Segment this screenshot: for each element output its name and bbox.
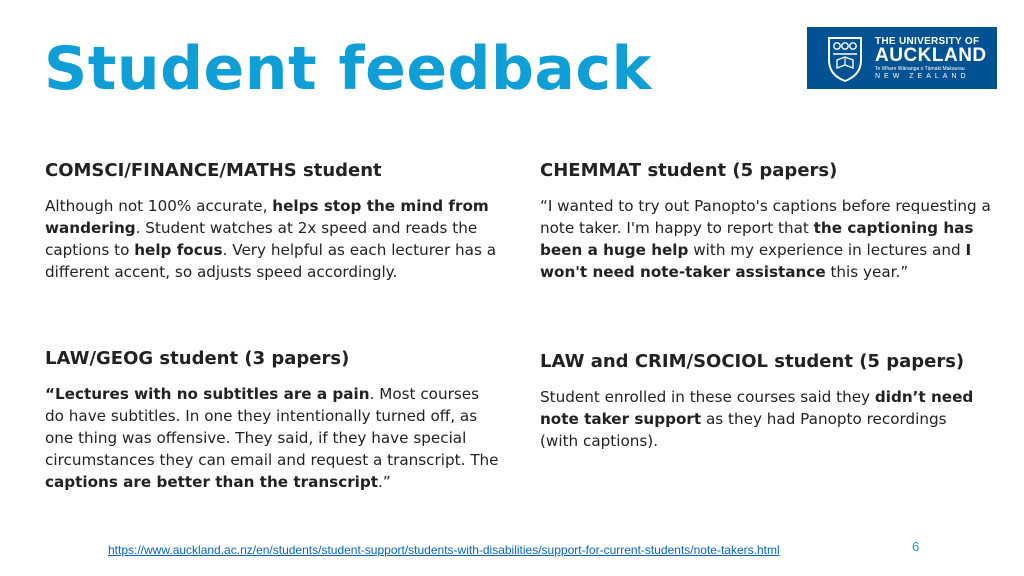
feedback-text-segment: .” bbox=[378, 473, 391, 491]
feedback-text-segment: “I wanted to try out Panopto's captions before requesting a note taker. I'm happy to report that bbox=[540, 197, 991, 237]
feedback-text-segment: . Student watches at 2x speed and reads the captions to bbox=[45, 219, 478, 259]
feedback-heading: CHEMMAT student (5 papers) bbox=[540, 160, 838, 181]
feedback-block-comsci bbox=[45, 158, 500, 283]
logo-line-1: THE UNIVERSITY OF bbox=[875, 36, 980, 47]
feedback-text bbox=[45, 195, 500, 283]
logo-line-3: Te Whare Wānanga o Tāmaki Makaurau bbox=[875, 66, 965, 72]
feedback-text-bold: the captioning has been a huge help bbox=[540, 219, 974, 259]
logo-line-2: AUCKLAND bbox=[875, 45, 987, 66]
feedback-text-bold: help focus bbox=[134, 241, 223, 259]
university-crest-icon bbox=[825, 34, 865, 82]
feedback-text-segment: . Most courses do have subtitles. In one they intentionally turned off, as one thing was offensive. They said, if they have special circumstances they can email and request a transcript. The bbox=[45, 385, 499, 469]
feedback-block-law-crim bbox=[540, 349, 980, 452]
university-logo bbox=[807, 27, 997, 89]
feedback-text bbox=[540, 386, 980, 452]
feedback-text bbox=[45, 383, 500, 493]
feedback-text-segment: Student enrolled in these courses said they bbox=[540, 388, 875, 406]
feedback-text-segment: Although not 100% accurate, bbox=[45, 197, 273, 215]
feedback-text-bold: captions are better than the transcript bbox=[45, 473, 379, 491]
page-number: 6 bbox=[912, 539, 920, 554]
feedback-text-segment: this year.” bbox=[825, 263, 909, 281]
feedback-text-bold: helps stop the mind from wandering bbox=[45, 197, 489, 237]
logo-line-4: NEW ZEALAND bbox=[875, 73, 970, 80]
feedback-text-segment: with my experience in lectures and bbox=[688, 241, 966, 259]
feedback-text-bold: didn’t need note taker support bbox=[540, 388, 974, 428]
feedback-text-segment: as they had Panopto recordings (with captions). bbox=[540, 410, 947, 450]
feedback-text-segment: . Very helpful as each lecturer has a different accent, so adjusts speed accordingly. bbox=[45, 241, 497, 281]
feedback-heading: LAW and CRIM/SOCIOL student (5 papers) bbox=[540, 351, 965, 372]
feedback-block-chemmat bbox=[540, 158, 995, 283]
feedback-block-law-geog bbox=[45, 346, 500, 493]
feedback-heading: COMSCI/FINANCE/MATHS student bbox=[45, 160, 382, 181]
feedback-text-bold: I won't need note-taker assistance bbox=[540, 241, 972, 281]
feedback-heading: LAW/GEOG student (3 papers) bbox=[45, 348, 350, 369]
slide-title: Student feedback bbox=[44, 34, 652, 104]
feedback-text-bold: “Lectures with no subtitles are a pain bbox=[45, 385, 370, 403]
feedback-text bbox=[540, 195, 995, 283]
source-link[interactable]: https://www.auckland.ac.nz/en/students/student-support/students-with-disabilities/support-for-current-students/note-takers.html bbox=[108, 543, 780, 557]
